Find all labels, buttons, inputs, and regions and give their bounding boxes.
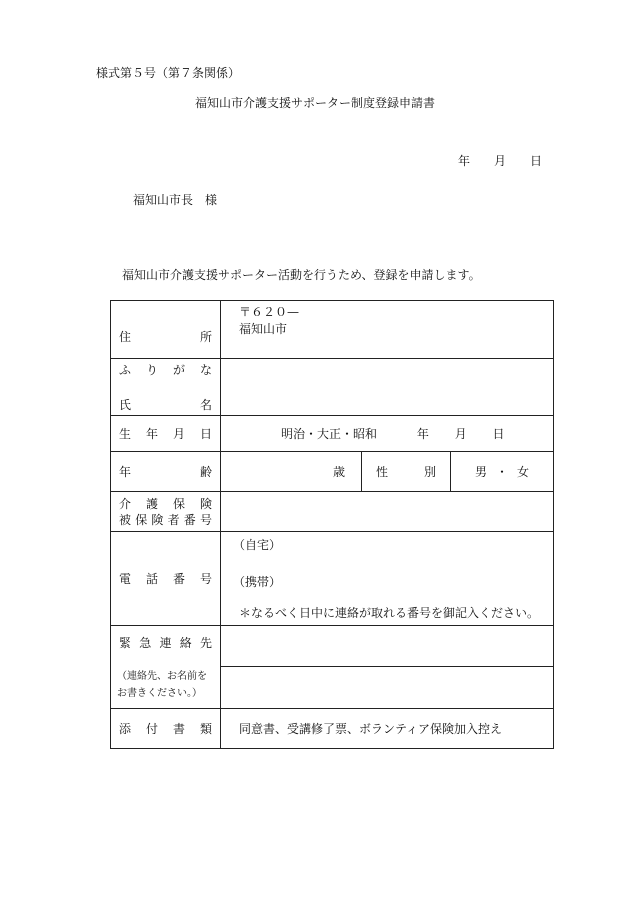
birthdate-label: 生 年 月 日 [111,416,221,452]
date-year: 年 [458,154,471,168]
sex-male[interactable]: 男 [475,465,488,479]
phone-field[interactable] [221,532,554,626]
sex-field[interactable] [451,452,554,492]
name-label: ふ り が な 氏 名 [111,359,221,416]
emergency-note-line1: （連絡先、お名前を [117,671,207,682]
age-unit: 歳 [332,465,345,479]
emergency-note-line2: お書きください。） [117,688,202,699]
phone-row [111,532,554,626]
age-field[interactable] [221,452,362,492]
phone-note: ＊なるべく日中に連絡が取れる番号を御記入ください。 [239,606,540,620]
application-statement: 福知山市介護支援サポーター活動を行うため、登録を申請します。 [122,268,481,282]
insurance-label: 介 護 保 険 被 保 険 者 番 号 [111,492,221,532]
age-label: 年 齢 [111,452,221,492]
addressee: 福知山市長 様 [133,193,218,207]
name-row [111,359,554,416]
application-date [458,152,542,169]
address-label: 住 所 [111,301,221,359]
date-month: 月 [494,154,507,168]
attachments-row [111,709,554,749]
sex-female[interactable]: 女 [517,465,530,479]
birth-month: 月 [454,427,467,441]
address-city: 福知山市 [239,322,288,336]
emergency-field[interactable] [221,626,554,709]
birthdate-field[interactable] [221,416,554,452]
document-title: 福知山市介護支援サポーター制度登録申請書 [194,96,435,110]
insurance-row [111,492,554,532]
attachments-value: 同意書、受講修了票、ボランティア保険加入控え [239,722,503,736]
emergency-row [111,626,554,709]
name-field[interactable] [221,359,554,416]
address-field[interactable] [221,301,554,359]
insurance-number-field[interactable] [221,492,554,532]
address-row [111,301,554,359]
birth-year: 年 [416,427,429,441]
age-row [111,452,554,492]
birth-day: 日 [492,427,505,441]
emergency-label: 緊 急 連 絡 先 （連絡先、お名前を お書きください。） [111,626,221,709]
application-table [110,300,554,749]
phone-label: 電 話 番 号 [111,532,221,626]
postal-code: 〒６２０— [239,305,300,319]
form-number: 様式第５号（第７条関係） [96,66,241,80]
date-day: 日 [530,154,543,168]
emergency-field-upper[interactable] [221,626,553,666]
attachments-field [221,709,554,749]
birthdate-row [111,416,554,452]
attachments-label: 添 付 書 類 [111,709,221,749]
sex-dot: ・ [496,465,509,479]
birthdate-eras: 明治・大正・昭和 [281,427,378,441]
emergency-field-lower[interactable] [221,666,553,708]
phone-home[interactable]: （自宅） [233,538,282,552]
phone-mobile[interactable]: （携帯） [233,575,282,589]
sex-label: 性 別 [362,452,451,492]
